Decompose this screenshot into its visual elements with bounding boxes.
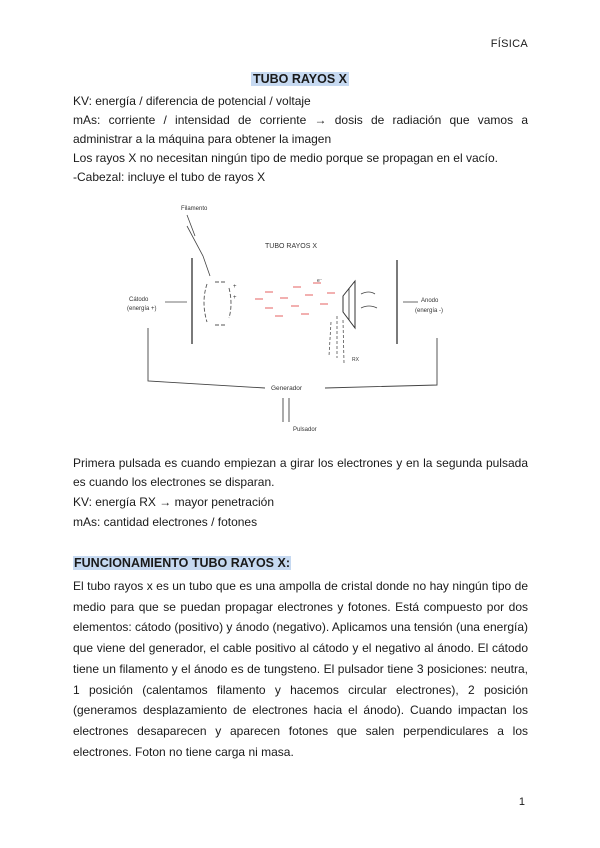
xray-tube-diagram bbox=[115, 198, 470, 438]
electron-mark: e⁻ bbox=[317, 278, 323, 284]
page-number: 1 bbox=[518, 796, 525, 808]
pulsada-note: Primera pulsada es cuando empiezan a girar los electrones y en la segunda pulsada es cuando los electrones se disparan. bbox=[73, 456, 528, 489]
rx-label: RX bbox=[352, 357, 359, 363]
header-subject: FÍSICA bbox=[490, 38, 528, 50]
generator-label: Generador bbox=[271, 385, 303, 392]
filament-pointer-lines bbox=[187, 215, 210, 276]
section-heading-text: FUNCIONAMIENTO TUBO RAYOS X: bbox=[74, 556, 290, 570]
mas-note: mAs: cantidad electrones / fotones bbox=[73, 515, 258, 529]
diagram-title: TUBO RAYOS X bbox=[265, 243, 317, 250]
cathode-filament-cup bbox=[204, 282, 231, 325]
anode-energy-label: (energía -) bbox=[415, 308, 444, 314]
intro-kv: KV: energía / diferencia de potencial / voltaje bbox=[73, 94, 311, 108]
page-title bbox=[0, 72, 600, 86]
anode-stem bbox=[361, 292, 377, 308]
negative-cable bbox=[325, 338, 437, 388]
positive-cable bbox=[148, 328, 265, 388]
anode-label: Anodo bbox=[421, 298, 439, 304]
page-title-text: TUBO RAYOS X bbox=[252, 72, 347, 86]
section-body: El tubo rayos x es un tubo que es una ampolla de cristal donde no hay ningún tipo de medio para que se puedan propagar electrones y fotones. Está compuesto por dos elementos: cátodo (positivo) y ánodo (negativo). Aplicamos una tensión (una energía) que viene del generador, el cable positivo al cátodo y el negativo al ánodo. El cátodo tiene un filamento y el ánodo es de tungsteno. El pulsador tiene 3 posiciones: neutra, 1 posición (calentamos filamento y hacemos circular electrones), 2 posición (generamos desplazamiento de electrones hacia el ánodo). Cuando impactan los electrones desaparecen y aparecen fotones que salen perpendiculares a los electrones. Foton no tiene carga ni masa. bbox=[73, 579, 528, 759]
xray-photon-emission bbox=[329, 316, 344, 363]
plus-sign-2: + bbox=[233, 295, 237, 301]
kv-note: KV: energía RX → mayor penetración bbox=[73, 495, 274, 509]
cathode-energy-label: (energía +) bbox=[127, 306, 157, 312]
plus-sign-1: + bbox=[233, 284, 237, 290]
filament-label: Filamento bbox=[181, 206, 208, 212]
section-heading bbox=[73, 556, 291, 570]
intro-cabezal: -Cabezal: incluye el tubo de rayos X bbox=[73, 170, 266, 184]
pulsador-label: Pulsador bbox=[293, 427, 317, 433]
cathode-label: Cátodo bbox=[129, 297, 149, 303]
electron-beam bbox=[255, 283, 335, 316]
intro-vacuum: Los rayos X no necesitan ningún tipo de medio porque se propagan en el vacío. bbox=[73, 151, 498, 165]
intro-mas: mAs: corriente / intensidad de corriente → dosis de radiación que vamos a administrar a la máquina para obtener la imagen bbox=[73, 113, 528, 146]
